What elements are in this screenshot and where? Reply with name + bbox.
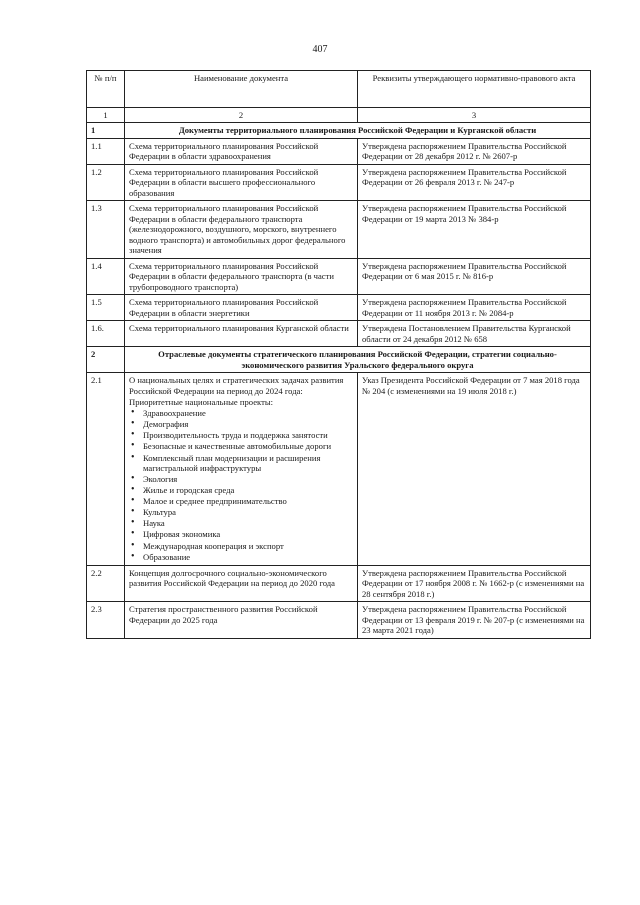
- section-title: Отраслевые документы стратегического планирования Российской Федерации, стратегии социально-экономического развития Уральского федерального округа: [125, 347, 591, 373]
- projects-label: Приоритетные национальные проекты:: [129, 397, 273, 408]
- row-num: 2.1: [87, 373, 125, 566]
- list-item: • Жилье и городская среда: [143, 485, 353, 495]
- table-row: [87, 373, 591, 566]
- column-number: 1: [87, 108, 125, 123]
- document-details: Указ Президента Российской Федерации от 7 мая 2018 года № 204 (с изменениями на 19 июля 2018 г.): [358, 373, 591, 566]
- document-details: Утверждена распоряжением Правительства Российской Федерации от 13 февраля 2019 г. № 207-р (с изменениями на 23 марта 2021 года): [358, 602, 591, 638]
- column-number: 2: [125, 108, 358, 123]
- row-num: 1.5: [87, 295, 125, 321]
- section-num: 2: [87, 347, 125, 373]
- documents-table: [86, 70, 591, 639]
- row-num: 2.2: [87, 565, 125, 601]
- column-number: 3: [358, 108, 591, 123]
- table-row: [87, 164, 591, 200]
- document-name-cell: [125, 373, 358, 566]
- list-item: • Культура: [143, 507, 353, 517]
- document-details: Утверждена распоряжением Правительства Российской Федерации от 11 ноября 2013 г. № 2084-р: [358, 295, 591, 321]
- section-num: 1: [87, 123, 125, 138]
- list-item: • Цифровая экономика: [143, 529, 353, 539]
- document-details: Утверждена распоряжением Правительства Российской Федерации от 19 марта 2013 № 384-р: [358, 201, 591, 258]
- list-item: • Здравоохранение: [143, 408, 353, 418]
- document-details: Утверждена распоряжением Правительства Российской Федерации от 28 декабря 2012 г. № 2607-р: [358, 138, 591, 164]
- document-details: Утверждена Постановлением Правительства Курганской области от 24 декабря 2012 № 658: [358, 321, 591, 347]
- list-item: • Малое и среднее предпринимательство: [143, 496, 353, 506]
- document-name: Схема территориального планирования Российской Федерации в области здравоохранения: [125, 138, 358, 164]
- document-name: Концепция долгосрочного социально-экономического развития Российской Федерации на период до 2020 года: [125, 565, 358, 601]
- table-row: [87, 201, 591, 258]
- document-details: Утверждена распоряжением Правительства Российской Федерации от 6 мая 2015 г. № 816-р: [358, 258, 591, 294]
- table-header-row: [87, 71, 591, 108]
- document-details: Утверждена распоряжением Правительства Российской Федерации от 17 ноября 2008 г. № 1662-р (с изменениями на 28 сентября 2018 г.): [358, 565, 591, 601]
- list-item: • Производительность труда и поддержка занятости: [143, 430, 353, 440]
- list-item: • Экология: [143, 474, 353, 484]
- row-num: 1.1: [87, 138, 125, 164]
- table-row: [87, 565, 591, 601]
- table-row: [87, 138, 591, 164]
- document-name: Схема территориального планирования Российской Федерации в области федерального транспорта (в части трубопроводного транспорта): [125, 258, 358, 294]
- table-row: [87, 602, 591, 638]
- projects-list: [129, 408, 353, 562]
- document-name: Схема территориального планирования Российской Федерации в области энергетики: [125, 295, 358, 321]
- list-item: • Международная кооперация и экспорт: [143, 541, 353, 551]
- document-name: Схема территориального планирования Курганской области: [125, 321, 358, 347]
- header-name: Наименование документа: [125, 71, 358, 108]
- table-row: [87, 295, 591, 321]
- list-item: • Образование: [143, 552, 353, 562]
- list-item: • Безопасные и качественные автомобильные дороги: [143, 441, 353, 451]
- document-name: Схема территориального планирования Российской Федерации в области федерального транспорта (железнодорожного, воздушного, морского, внутреннего водного транспорта) и автомобильных дорог федерального значения: [125, 201, 358, 258]
- table-row: [87, 258, 591, 294]
- row-num: 2.3: [87, 602, 125, 638]
- row-num: 1.3: [87, 201, 125, 258]
- section-title: Документы территориального планирования Российской Федерации и Курганской области: [125, 123, 591, 138]
- document-details: Утверждена распоряжением Правительства Российской Федерации от 26 февраля 2013 г. № 247-р: [358, 164, 591, 200]
- header-num: № п/п: [87, 71, 125, 108]
- list-item: • Наука: [143, 518, 353, 528]
- list-item: • Комплексный план модернизации и расширения магистральной инфраструктуры: [143, 453, 353, 474]
- header-details: Реквизиты утверждающего нормативно-правового акта: [358, 71, 591, 108]
- table-row: [87, 321, 591, 347]
- document-name: Стратегия пространственного развития Российской Федерации до 2025 года: [125, 602, 358, 638]
- list-item: • Демография: [143, 419, 353, 429]
- row-num: 1.4: [87, 258, 125, 294]
- row-num: 1.6.: [87, 321, 125, 347]
- section-row: [87, 123, 591, 138]
- page-number: 407: [312, 44, 328, 55]
- column-number-row: [87, 108, 591, 123]
- document-name: Схема территориального планирования Российской Федерации в области высшего профессионального образования: [125, 164, 358, 200]
- row-num: 1.2: [87, 164, 125, 200]
- document-name: О национальных целях и стратегических задачах развития Российской Федерации на период до 2024 года:: [129, 375, 344, 396]
- section-row: [87, 347, 591, 373]
